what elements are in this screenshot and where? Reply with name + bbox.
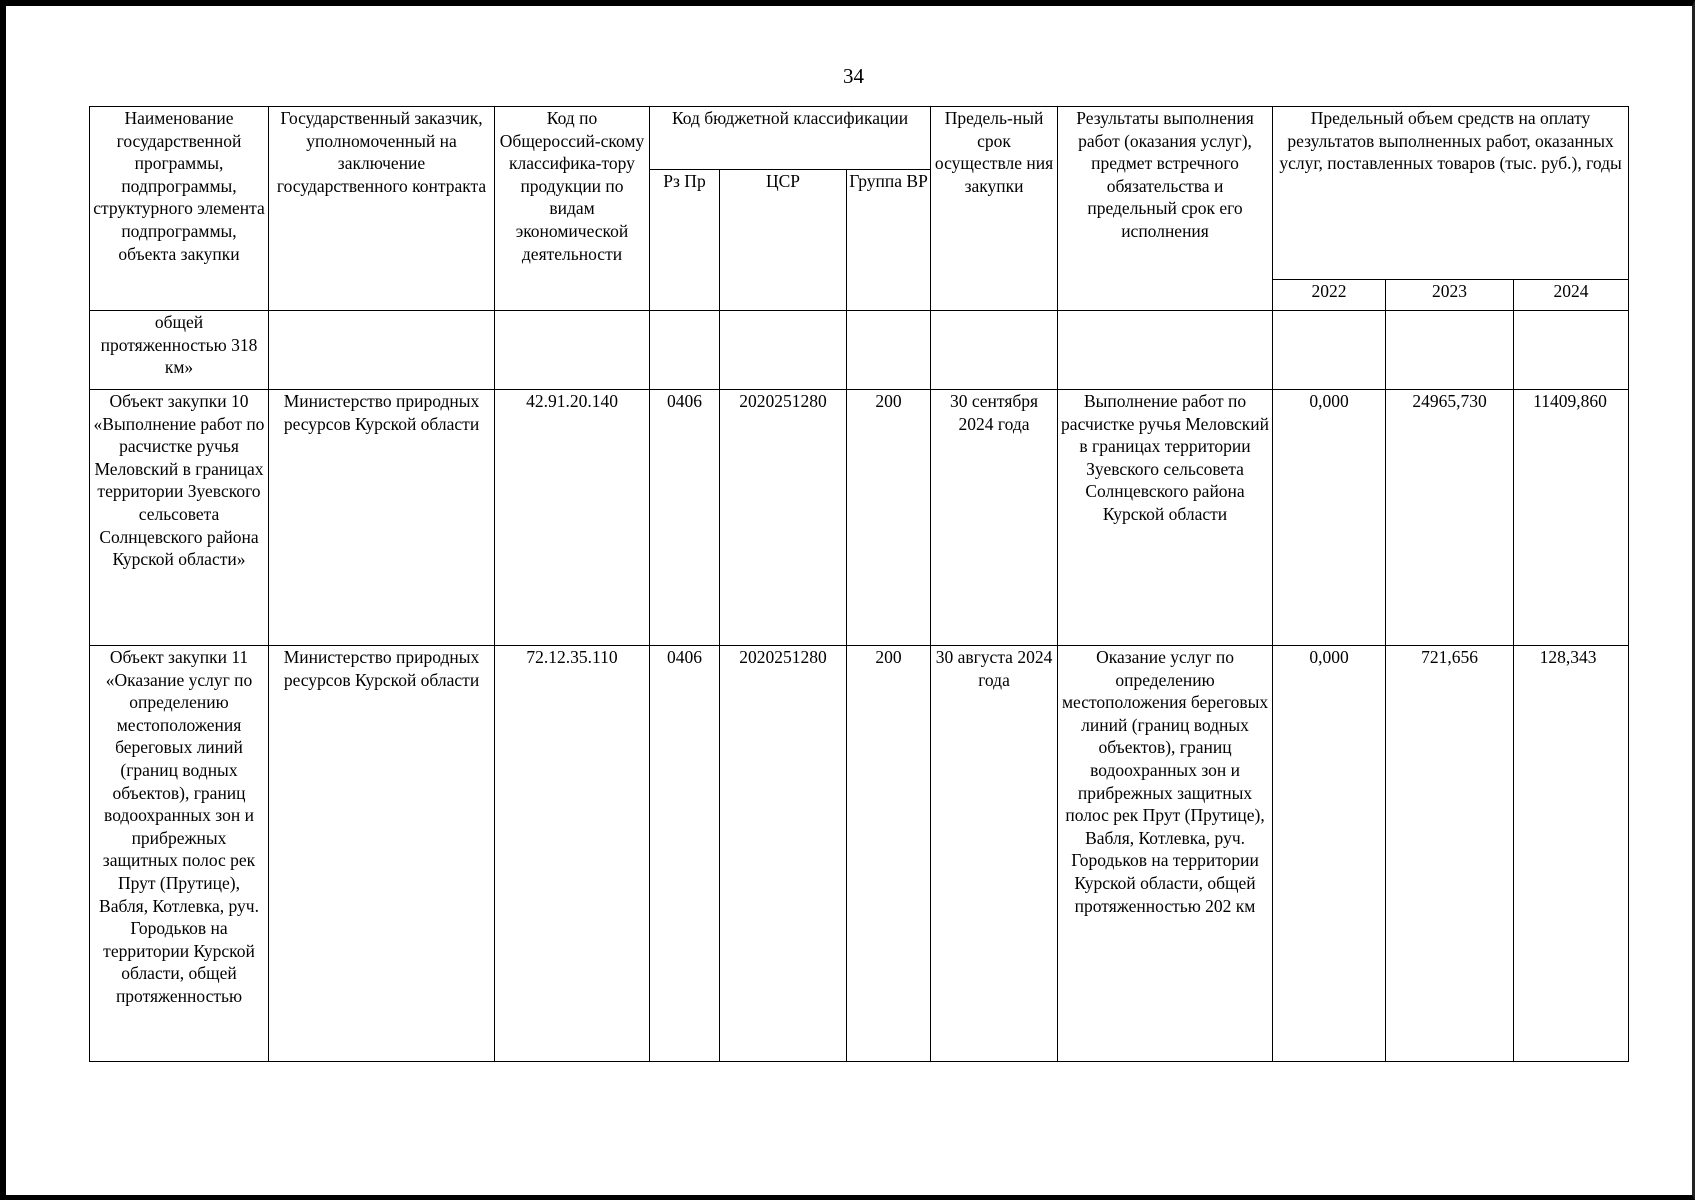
table-row bbox=[90, 311, 1629, 390]
cell-2023: 24965,730 bbox=[1386, 390, 1514, 646]
header-results: Результаты выполнения работ (оказания услуг), предмет встречного обязательства и предельный срок его исполнения bbox=[1058, 107, 1273, 311]
cell-deadline: 30 августа 2024 года bbox=[931, 646, 1058, 1062]
cell-customer: Министерство природных ресурсов Курской области bbox=[269, 646, 495, 1062]
cell-rz-pr: 0406 bbox=[650, 646, 720, 1062]
header-customer: Государственный заказчик, уполномоченный на заключение государственного контракта bbox=[269, 107, 495, 311]
cell-csr bbox=[720, 311, 847, 390]
header-rz-pr: Рз Пр bbox=[650, 170, 720, 311]
table-row bbox=[90, 646, 1629, 1062]
cell-results: Оказание услуг по определению местоположения береговых линий (границ водных объектов), границ водоохранных зон и прибрежных защитных полос рек Прут (Прутице), Вабля, Котлевка, руч. Городьков на территории Курской области, общей протяженностью 202 км bbox=[1058, 646, 1273, 1062]
cell-csr: 2020251280 bbox=[720, 646, 847, 1062]
cell-2024 bbox=[1514, 311, 1629, 390]
cell-group-vr bbox=[847, 311, 931, 390]
procurement-table bbox=[89, 106, 1629, 1062]
header-year-2022: 2022 bbox=[1273, 280, 1386, 311]
cell-results: Выполнение работ по расчистке ручья Меловский в границах территории Зуевского сельсовета Солнцевского района Курской области bbox=[1058, 390, 1273, 646]
cell-rz-pr: 0406 bbox=[650, 390, 720, 646]
cell-group-vr: 200 bbox=[847, 646, 931, 1062]
cell-deadline bbox=[931, 311, 1058, 390]
header-year-2024: 2024 bbox=[1514, 280, 1629, 311]
cell-2022: 0,000 bbox=[1273, 646, 1386, 1062]
cell-group-vr: 200 bbox=[847, 390, 931, 646]
cell-2023 bbox=[1386, 311, 1514, 390]
header-group-vr: Группа ВР bbox=[847, 170, 931, 311]
header-row bbox=[90, 107, 1629, 170]
header-budget-code: Код бюджетной классификации bbox=[650, 107, 931, 170]
cell-csr: 2020251280 bbox=[720, 390, 847, 646]
page-number: 34 bbox=[843, 64, 864, 88]
header-deadline: Предель-ный срок осуществле ния закупки bbox=[931, 107, 1058, 311]
header-name: Наименование государственной программы, подпрограммы, структурного элемента подпрограммы, объекта закупки bbox=[90, 107, 269, 311]
cell-customer bbox=[269, 311, 495, 390]
cell-okpd: 42.91.20.140 bbox=[495, 390, 650, 646]
cell-2023: 721,656 bbox=[1386, 646, 1514, 1062]
cell-2024: 11409,860 bbox=[1514, 390, 1629, 646]
cell-2022: 0,000 bbox=[1273, 390, 1386, 646]
table-row bbox=[90, 390, 1629, 646]
header-okpd: Код по Общероссий-скому классифика-тору продукции по видам экономической деятельности bbox=[495, 107, 650, 311]
cell-results bbox=[1058, 311, 1273, 390]
cell-rz-pr bbox=[650, 311, 720, 390]
cell-deadline: 30 сентября 2024 года bbox=[931, 390, 1058, 646]
cell-2022 bbox=[1273, 311, 1386, 390]
cell-name: Объект закупки 11 «Оказание услуг по определению местоположения береговых линий (границ водных объектов), границ водоохранных зон и прибрежных защитных полос рек Прут (Прутице), Вабля, Котлевка, руч. Городьков на территории Курской области, общей протяженностью bbox=[90, 646, 269, 1062]
header-year-2023: 2023 bbox=[1386, 280, 1514, 311]
cell-name: общей протяженностью 318 км» bbox=[90, 311, 269, 390]
cell-okpd: 72.12.35.110 bbox=[495, 646, 650, 1062]
cell-2024: 128,343 bbox=[1514, 646, 1629, 1062]
cell-okpd bbox=[495, 311, 650, 390]
header-csr: ЦСР bbox=[720, 170, 847, 311]
header-funding: Предельный объем средств на оплату результатов выполненных работ, оказанных услуг, поставленных товаров (тыс. руб.), годы bbox=[1273, 107, 1629, 280]
cell-name: Объект закупки 10 «Выполнение работ по расчистке ручья Меловский в границах территории Зуевского сельсовета Солнцевского района Курской области» bbox=[90, 390, 269, 646]
cell-customer: Министерство природных ресурсов Курской области bbox=[269, 390, 495, 646]
